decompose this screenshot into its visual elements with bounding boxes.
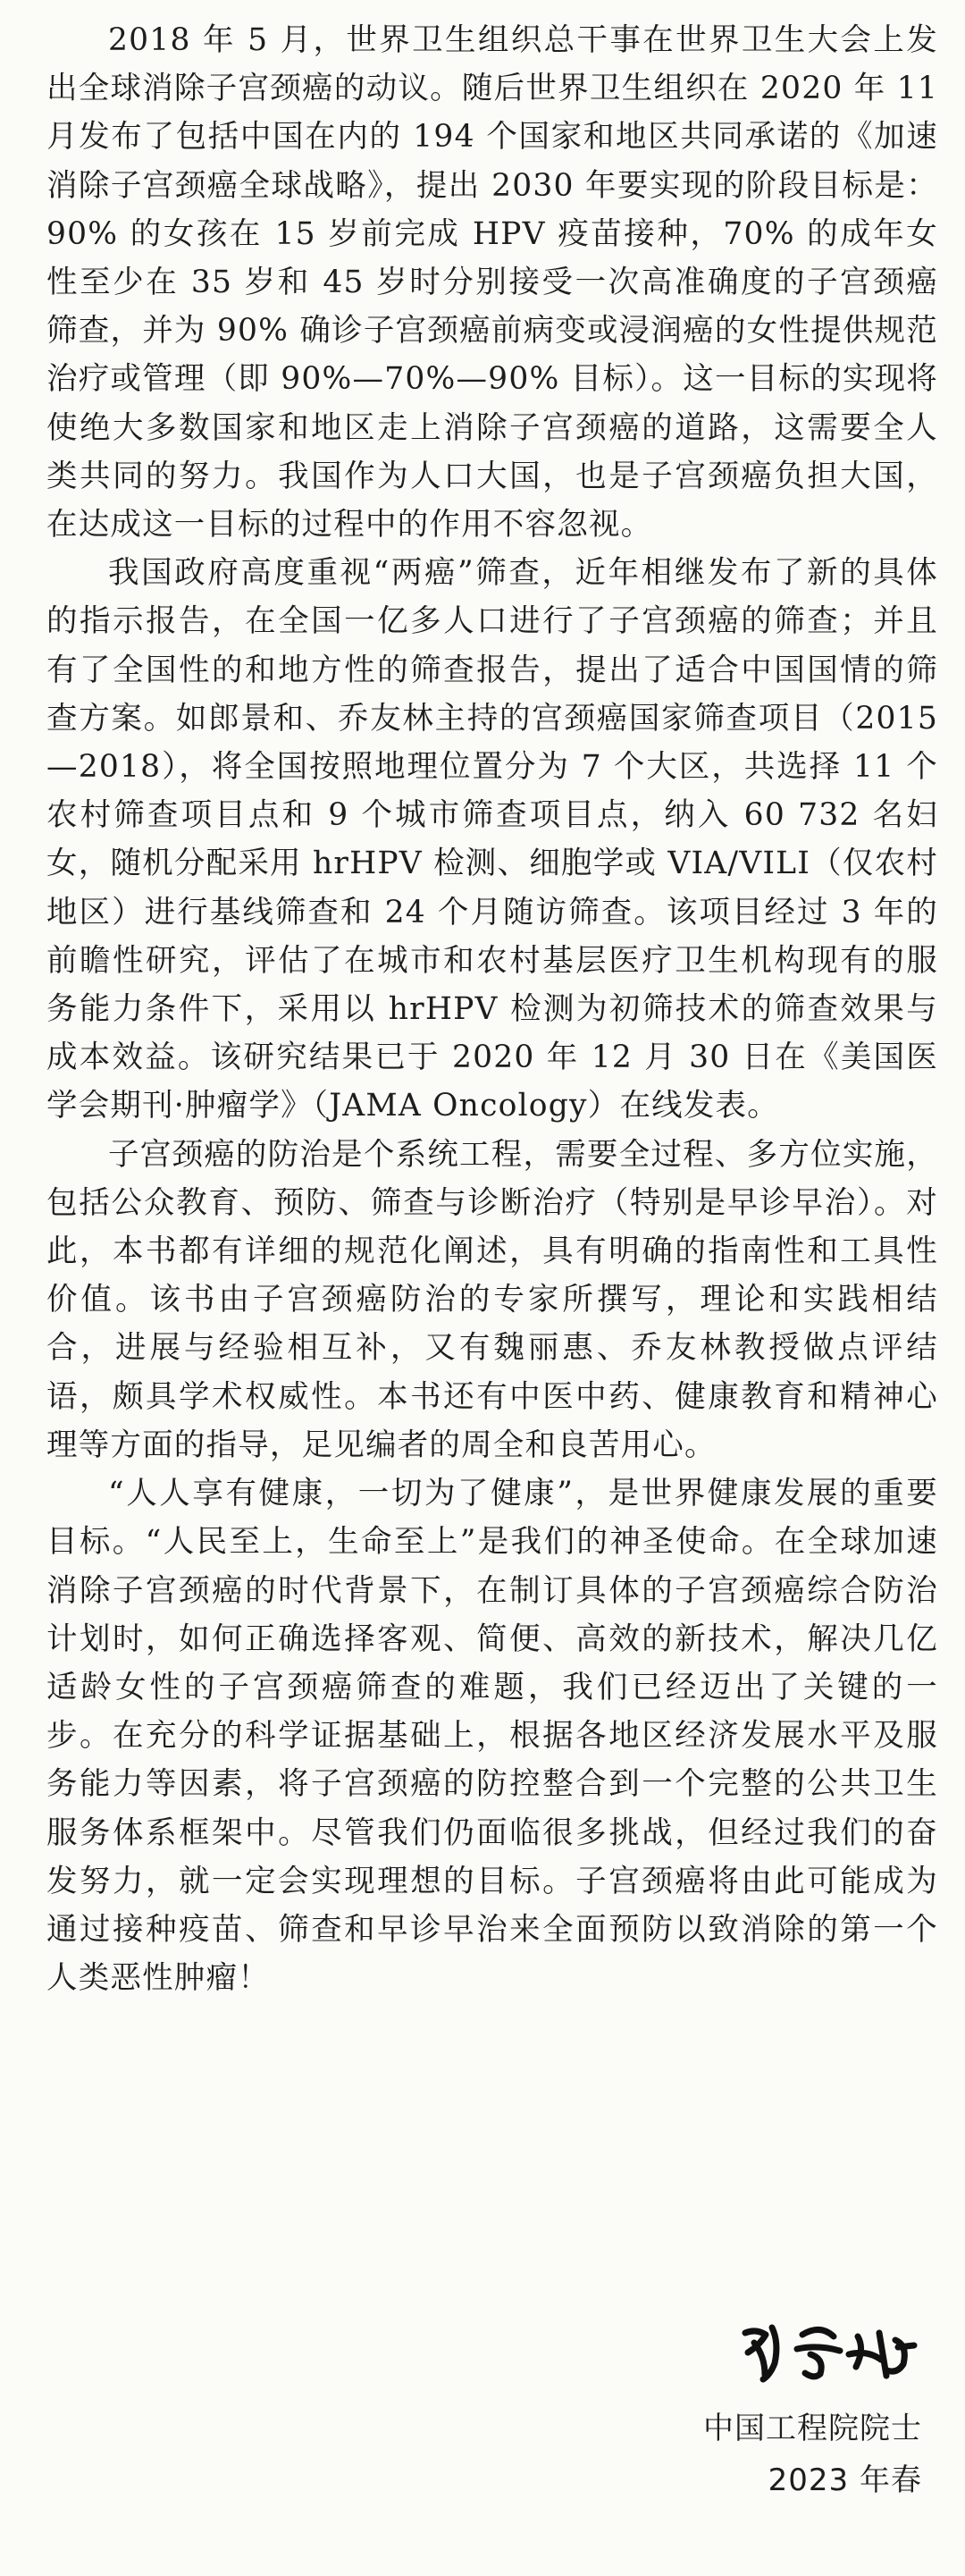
- paragraph-3: 子宫颈癌的防治是个系统工程，需要全过程、多方位实施，包括公众教育、预防、筛查与诊断治疗（特别是早诊早治）。对此，本书都有详细的规范化阐述，具有明确的指南性和工具性价值。该书由子宫颈癌防治的专家所撰写，理论和实践相结合，进展与经验相互补，又有魏丽惠、乔友林教授做点评结语，颇具学术权威性。本书还有中医中药、健康教育和精神心理等方面的指导，足见编者的周全和良苦用心。: [46, 1136, 938, 1463]
- paragraph-4: “人人享有健康，一切为了健康”，是世界健康发展的重要目标。“人民至上，生命至上”是我们的神圣使命。在全球加速消除子宫颈癌的时代背景下，在制订具体的子宫颈癌综合防治计划时，如何正确选择客观、简便、高效的新技术，解决几亿适龄女性的子宫颈癌筛查的难题，我们已经迈出了关键的一步。在充分的科学证据基础上，根据各地区经济发展水平及服务能力等因素，将子宫颈癌的防控整合到一个完整的公共卫生服务体系框架中。尽管我们仍面临很多挑战，但经过我们的奋发努力，就一定会实现理想的目标。子宫颈癌将由此可能成为通过接种疫苗、筛查和早诊早治来全面预防以致消除的第一个人类恶性肿瘤！: [46, 1476, 938, 1997]
- signer-affiliation: 中国工程院院士: [703, 2411, 922, 2446]
- signature-block: [690, 2315, 922, 2506]
- handwritten-signature-image: [734, 2315, 922, 2387]
- foreword-body: [46, 16, 938, 2002]
- paragraph-2: 我国政府高度重视“两癌”筛查，近年相继发布了新的具体的指示报告，在全国一亿多人口进行了子宫颈癌的筛查；并且有了全国性的和地方性的筛查报告，提出了适合中国国情的筛查方案。如郎景和、乔友林主持的宫颈癌国家筛查项目（2015—2018），将全国按照地理位置分为 7 个大区，共选择 11 个农村筛查项目点和 9 个城市筛查项目点，纳入 60 732 名妇女，随机分配采用 hrHPV 检测、细胞学或 VIA/VILI（仅农村地区）进行基线筛查和 24 个月随访筛查。该项目经过 3 年的前瞻性研究，评估了在城市和农村基层医疗卫生机构现有的服务能力条件下，采用以 hrHPV 检测为初筛技术的筛查效果与成本效益。该研究结果已于 2020 年 12 月 30 日在《美国医学会期刊·肿瘤学》（JAMA Oncology）在线发表。: [46, 555, 938, 1124]
- signature-date: 2023 年春: [768, 2462, 922, 2498]
- paragraph-1: 2018 年 5 月，世界卫生组织总干事在世界卫生大会上发出全球消除子宫颈癌的动议。随后世界卫生组织在 2020 年 11 月发布了包括中国在内的 194 个国家和地区共同承诺的《加速消除子宫颈癌全球战略》，提出 2030 年要实现的阶段目标是：90% 的女孩在 15 岁前完成 HPV 疫苗接种，70% 的成年女性至少在 35 岁和 45 岁时分别接受一次高准确度的子宫颈癌筛查，并为 90% 确诊子宫颈癌前病变或浸润癌的女性提供规范治疗或管理（即 90%—70%—90% 目标）。这一目标的实现将使绝大多数国家和地区走上消除子宫颈癌的道路，这需要全人类共同的努力。我国作为人口大国，也是子宫颈癌负担大国，在达成这一目标的过程中的作用不容忽视。: [46, 22, 938, 543]
